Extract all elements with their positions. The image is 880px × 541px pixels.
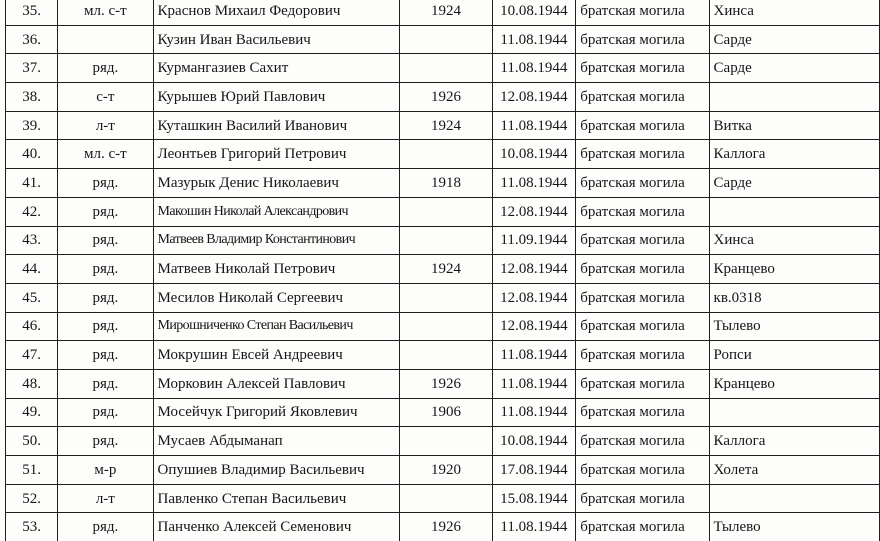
birth-year — [400, 140, 492, 169]
full-name: Кузин Иван Васильевич — [153, 25, 400, 54]
birth-year — [400, 226, 492, 255]
burial-type: братская могила — [576, 312, 709, 341]
table-row — [6, 197, 880, 226]
military-rank: м-р — [58, 456, 153, 485]
row-number: 35. — [6, 0, 58, 25]
military-rank: с-т — [58, 83, 153, 112]
date-of-death: 11.08.1944 — [492, 398, 576, 427]
burial-place: Сарде — [709, 54, 879, 83]
table-row — [6, 0, 880, 25]
full-name: Курмангазиев Сахит — [153, 54, 400, 83]
military-rank: ряд. — [58, 369, 153, 398]
full-name: Леонтьев Григорий Петрович — [153, 140, 400, 169]
date-of-death: 11.08.1944 — [492, 111, 576, 140]
burial-type: братская могила — [576, 0, 709, 25]
date-of-death: 11.08.1944 — [492, 25, 576, 54]
full-name: Матвеев Николай Петрович — [153, 255, 400, 284]
burial-place: кв.0318 — [709, 283, 879, 312]
burial-type: братская могила — [576, 111, 709, 140]
military-rank: л-т — [58, 484, 153, 513]
full-name: Опушиев Владимир Васильевич — [153, 456, 400, 485]
birth-year — [400, 312, 492, 341]
full-name: Курышев Юрий Павлович — [153, 83, 400, 112]
table-row — [6, 427, 880, 456]
burial-place: Каллога — [709, 427, 879, 456]
birth-year — [400, 341, 492, 370]
birth-year: 1926 — [400, 513, 492, 541]
row-number: 46. — [6, 312, 58, 341]
table-row — [6, 484, 880, 513]
burial-place: Ропси — [709, 341, 879, 370]
date-of-death: 12.08.1944 — [492, 283, 576, 312]
military-rank: ряд. — [58, 427, 153, 456]
burial-type: братская могила — [576, 140, 709, 169]
table-row — [6, 255, 880, 284]
date-of-death: 15.08.1944 — [492, 484, 576, 513]
date-of-death: 11.09.1944 — [492, 226, 576, 255]
military-rank: л-т — [58, 111, 153, 140]
row-number: 47. — [6, 341, 58, 370]
full-name: Мосейчук Григорий Яковлевич — [153, 398, 400, 427]
full-name: Мокрушин Евсей Андреевич — [153, 341, 400, 370]
burial-type: братская могила — [576, 83, 709, 112]
full-name: Мусаев Абдыманап — [153, 427, 400, 456]
date-of-death: 11.08.1944 — [492, 369, 576, 398]
birth-year — [400, 197, 492, 226]
burial-type: братская могила — [576, 369, 709, 398]
date-of-death: 12.08.1944 — [492, 255, 576, 284]
birth-year: 1906 — [400, 398, 492, 427]
military-rank: ряд. — [58, 398, 153, 427]
table-row — [6, 140, 880, 169]
row-number: 49. — [6, 398, 58, 427]
full-name: Панченко Алексей Семенович — [153, 513, 400, 541]
table-row — [6, 312, 880, 341]
table-row — [6, 398, 880, 427]
table-row — [6, 54, 880, 83]
burial-type: братская могила — [576, 513, 709, 541]
burial-type: братская могила — [576, 255, 709, 284]
table-row — [6, 226, 880, 255]
date-of-death: 10.08.1944 — [492, 140, 576, 169]
birth-year: 1926 — [400, 83, 492, 112]
burial-type: братская могила — [576, 197, 709, 226]
date-of-death: 11.08.1944 — [492, 54, 576, 83]
military-rank: ряд. — [58, 226, 153, 255]
full-name: Мазурык Денис Николаевич — [153, 169, 400, 198]
date-of-death: 17.08.1944 — [492, 456, 576, 485]
birth-year — [400, 484, 492, 513]
burial-place — [709, 83, 879, 112]
row-number: 52. — [6, 484, 58, 513]
date-of-death: 12.08.1944 — [492, 83, 576, 112]
row-number: 50. — [6, 427, 58, 456]
burial-place: Кранцево — [709, 255, 879, 284]
table-row — [6, 83, 880, 112]
birth-year: 1924 — [400, 111, 492, 140]
military-rank: ряд. — [58, 255, 153, 284]
military-rank: ряд. — [58, 341, 153, 370]
military-rank: ряд. — [58, 197, 153, 226]
table-row — [6, 169, 880, 198]
burial-place — [709, 197, 879, 226]
birth-year: 1926 — [400, 369, 492, 398]
full-name: Макошин Николай Александрович — [153, 197, 400, 226]
row-number: 51. — [6, 456, 58, 485]
full-name: Матвеев Владимир Константинович — [153, 226, 400, 255]
birth-year: 1924 — [400, 255, 492, 284]
date-of-death: 11.08.1944 — [492, 341, 576, 370]
row-number: 38. — [6, 83, 58, 112]
birth-year — [400, 283, 492, 312]
burial-roster-table — [5, 0, 880, 541]
row-number: 36. — [6, 25, 58, 54]
full-name: Куташкин Василий Иванович — [153, 111, 400, 140]
row-number: 37. — [6, 54, 58, 83]
date-of-death: 12.08.1944 — [492, 312, 576, 341]
burial-place: Хинса — [709, 0, 879, 25]
burial-place: Сарде — [709, 169, 879, 198]
full-name: Павленко Степан Васильевич — [153, 484, 400, 513]
burial-place — [709, 398, 879, 427]
birth-year: 1920 — [400, 456, 492, 485]
burial-type: братская могила — [576, 427, 709, 456]
burial-type: братская могила — [576, 341, 709, 370]
birth-year — [400, 427, 492, 456]
full-name: Морковин Алексей Павлович — [153, 369, 400, 398]
burial-place: Витка — [709, 111, 879, 140]
date-of-death: 11.08.1944 — [492, 513, 576, 541]
full-name: Краснов Михаил Федорович — [153, 0, 400, 25]
birth-year — [400, 25, 492, 54]
row-number: 53. — [6, 513, 58, 541]
row-number: 41. — [6, 169, 58, 198]
military-rank: ряд. — [58, 169, 153, 198]
row-number: 40. — [6, 140, 58, 169]
military-rank: ряд. — [58, 54, 153, 83]
birth-year: 1918 — [400, 169, 492, 198]
burial-type: братская могила — [576, 398, 709, 427]
table-row — [6, 341, 880, 370]
burial-type: братская могила — [576, 25, 709, 54]
table-row — [6, 283, 880, 312]
table-row — [6, 456, 880, 485]
military-rank: ряд. — [58, 312, 153, 341]
row-number: 39. — [6, 111, 58, 140]
burial-place: Кранцево — [709, 369, 879, 398]
military-rank: мл. с-т — [58, 0, 153, 25]
table-row — [6, 111, 880, 140]
burial-type: братская могила — [576, 484, 709, 513]
burial-place: Тылево — [709, 312, 879, 341]
row-number: 43. — [6, 226, 58, 255]
burial-place: Каллога — [709, 140, 879, 169]
row-number: 48. — [6, 369, 58, 398]
table-row — [6, 513, 880, 541]
military-rank — [58, 25, 153, 54]
burial-type: братская могила — [576, 283, 709, 312]
date-of-death: 10.08.1944 — [492, 427, 576, 456]
burial-type: братская могила — [576, 226, 709, 255]
burial-place — [709, 484, 879, 513]
full-name: Мирошниченко Степан Васильевич — [153, 312, 400, 341]
date-of-death: 11.08.1944 — [492, 169, 576, 198]
military-rank: мл. с-т — [58, 140, 153, 169]
table-row — [6, 369, 880, 398]
table-row — [6, 25, 880, 54]
birth-year: 1924 — [400, 0, 492, 25]
row-number: 45. — [6, 283, 58, 312]
date-of-death: 12.08.1944 — [492, 197, 576, 226]
birth-year — [400, 54, 492, 83]
burial-type: братская могила — [576, 169, 709, 198]
burial-type: братская могила — [576, 456, 709, 485]
row-number: 42. — [6, 197, 58, 226]
burial-place: Хинса — [709, 226, 879, 255]
row-number: 44. — [6, 255, 58, 284]
burial-place: Сарде — [709, 25, 879, 54]
burial-type: братская могила — [576, 54, 709, 83]
full-name: Месилов Николай Сергеевич — [153, 283, 400, 312]
date-of-death: 10.08.1944 — [492, 0, 576, 25]
burial-place: Тылево — [709, 513, 879, 541]
military-rank: ряд. — [58, 283, 153, 312]
burial-place: Холета — [709, 456, 879, 485]
military-rank: ряд. — [58, 513, 153, 541]
